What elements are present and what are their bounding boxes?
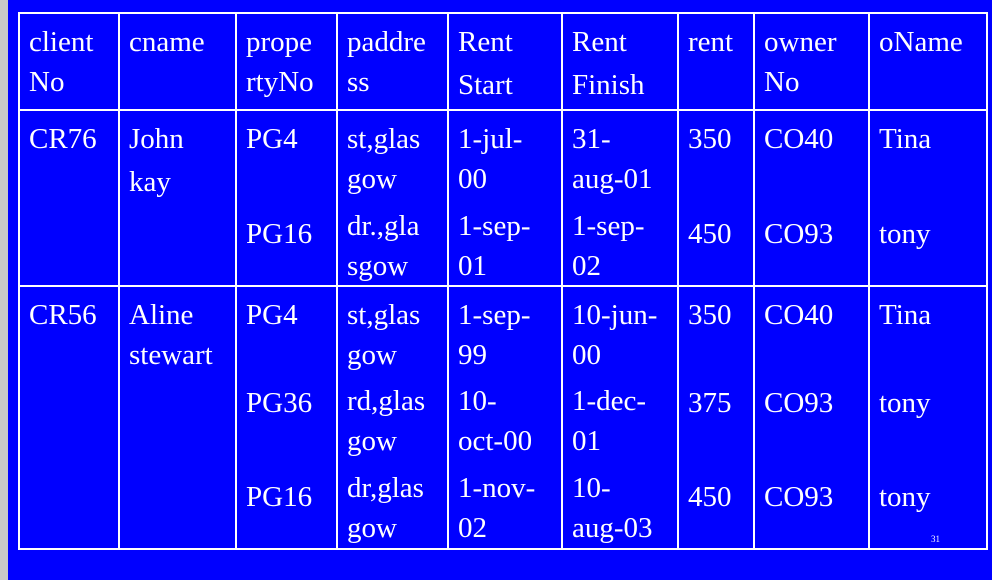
header-rent: rent <box>678 13 754 110</box>
header-oname: oName <box>869 13 987 110</box>
header-cname: cname <box>119 13 236 110</box>
cell-rentfinish: 31- aug-01 1-sep- 02 <box>562 110 678 286</box>
cell-rentstart: 1-sep- 99 10- oct-00 1-nov- 02 <box>448 286 562 549</box>
header-propertyno: prope rtyNo <box>236 13 337 110</box>
cell-rent: 350 375 450 <box>678 286 754 549</box>
cell-rentfinish: 10-jun- 00 1-dec- 01 10- aug-03 <box>562 286 678 549</box>
cell-propertyno: PG4 PG36 PG16 <box>236 286 337 549</box>
cell-rent: 350 450 <box>678 110 754 286</box>
left-edge-strip <box>0 0 8 580</box>
header-clientno: client No <box>19 13 119 110</box>
cell-ownerno: CO40 CO93 CO93 <box>754 286 869 549</box>
cell-clientno: CR76 <box>19 110 119 286</box>
cell-rentstart: 1-jul- 00 1-sep- 01 <box>448 110 562 286</box>
header-ownerno: owner No <box>754 13 869 110</box>
header-rentfinish: Rent Finish <box>562 13 678 110</box>
cell-oname: Tina tony <box>869 110 987 286</box>
cell-clientno: CR56 <box>19 286 119 549</box>
cell-paddress: st,glas gow dr.,gla sgow <box>337 110 448 286</box>
client-rental-table <box>18 12 988 550</box>
cell-ownerno: CO40 CO93 <box>754 110 869 286</box>
cell-cname: Aline stewart <box>119 286 236 549</box>
header-paddress: paddre ss <box>337 13 448 110</box>
cell-cname: John kay <box>119 110 236 286</box>
slide-number: 31 <box>931 534 940 544</box>
cell-paddress: st,glas gow rd,glas gow dr,glas gow <box>337 286 448 549</box>
cell-propertyno: PG4 PG16 <box>236 110 337 286</box>
header-row <box>19 13 987 110</box>
cell-oname: Tina tony tony 31 <box>869 286 987 549</box>
client-row-cr56 <box>19 286 987 549</box>
header-rentstart: Rent Start <box>448 13 562 110</box>
client-row-cr76 <box>19 110 987 286</box>
